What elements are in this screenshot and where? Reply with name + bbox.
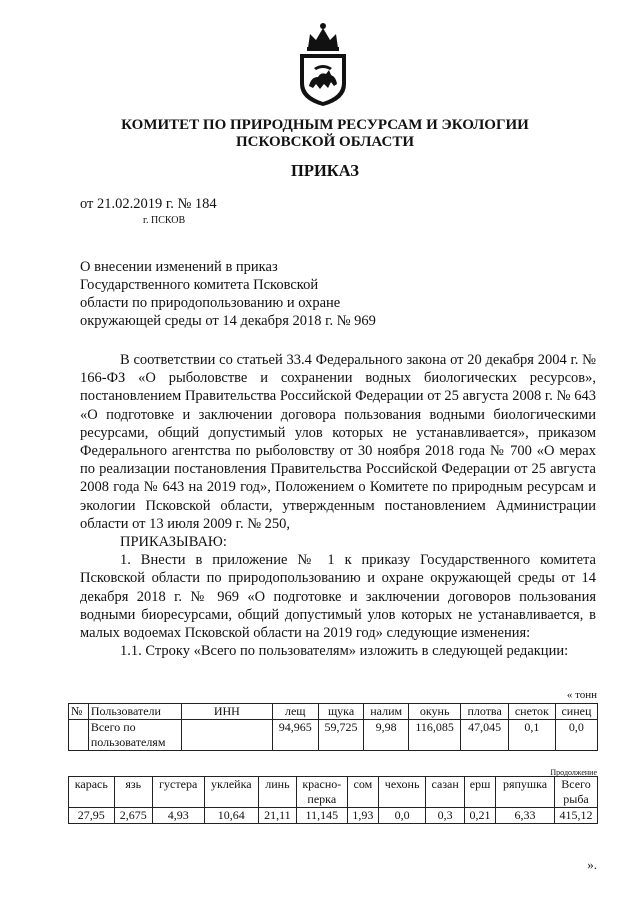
table-cell: 9,98	[364, 720, 408, 751]
table-cell: 0,3	[426, 808, 465, 824]
table-cell: 116,085	[408, 720, 461, 751]
table-header-cell: ИНН	[181, 704, 272, 720]
table-header-row	[69, 704, 598, 720]
table-cell: 59,725	[318, 720, 364, 751]
table-cell: 27,95	[69, 808, 115, 824]
table-header-cell: лещ	[272, 704, 318, 720]
table-cell: 0,21	[464, 808, 495, 824]
org-line-1: КОМИТЕТ ПО ПРИРОДНЫМ РЕСУРСАМ И ЭКОЛОГИИ	[121, 117, 529, 133]
table-cell: 6,33	[496, 808, 555, 824]
subject-line: области по природопользованию и охране	[80, 295, 341, 311]
table-cell: 0,0	[555, 720, 597, 751]
table-header-cell: синец	[555, 704, 597, 720]
table-header-cell: карась	[69, 777, 115, 808]
unit-note: « тонн	[566, 689, 597, 701]
table-header-cell: плотва	[461, 704, 508, 720]
table-header-cell: линь	[259, 777, 297, 808]
table-header-cell: налим	[364, 704, 408, 720]
table-cell: 47,045	[461, 720, 508, 751]
table-header-cell: сом	[347, 777, 378, 808]
document-date-number: от 21.02.2019 г. № 184	[80, 196, 217, 212]
org-line-2: ПСКОВСКОЙ ОБЛАСТИ	[235, 134, 415, 150]
document-type: ПРИКАЗ	[291, 161, 359, 180]
table-row	[69, 808, 598, 824]
subject-line: О внесении изменений в приказ	[80, 259, 278, 275]
table-cell: 4,93	[152, 808, 204, 824]
table-cell: Всего по пользователям	[88, 720, 181, 751]
organization-name	[80, 117, 570, 151]
table-header-cell: красно-перка	[296, 777, 347, 808]
table-header-cell: снеток	[508, 704, 555, 720]
species-total-table	[68, 776, 598, 824]
coat-of-arms-emblem	[296, 22, 350, 108]
table-header-cell: уклейка	[204, 777, 259, 808]
subject-line: Государственного комитета Псковской	[80, 277, 319, 293]
body-paragraph-item-1-1: 1.1. Строку «Всего по пользователям» изложить в следующей редакции:	[120, 643, 569, 660]
table-cell: 21,11	[259, 808, 297, 824]
table-header-cell: язь	[114, 777, 152, 808]
table-header-cell: сазан	[426, 777, 465, 808]
table-header-cell: Всего рыба	[555, 777, 598, 808]
table-header-cell: ряпушка	[496, 777, 555, 808]
body-paragraph-item-1: 1. Внести в приложение № 1 к приказу Государственного комитета Псковской области по природопользованию и охране окружающей среды от 14 декабря 2018 г. № 969 «О подготовке и заключении договоров пользования водными биоресурсами, общий допустимый улов которых не устанавливается, в малых водоемах Псковской области на 2019 год» следующие изменения:	[80, 552, 596, 642]
table-header-cell: окунь	[408, 704, 461, 720]
table-cell: 1,93	[347, 808, 378, 824]
table-header-row	[69, 777, 598, 808]
table-header-cell: №	[69, 704, 89, 720]
table-row	[69, 720, 598, 751]
table-header-cell: ерш	[464, 777, 495, 808]
table-header-cell: щука	[318, 704, 364, 720]
table-cell: 10,64	[204, 808, 259, 824]
closing-quote-mark: ».	[587, 857, 597, 872]
table-cell	[69, 720, 89, 751]
body-paragraph-order: ПРИКАЗЫВАЮ:	[120, 534, 227, 551]
document-city: г. ПСКОВ	[143, 215, 186, 226]
table-header-cell: густера	[152, 777, 204, 808]
table-cell: 0,0	[378, 808, 425, 824]
table-cell: 94,965	[272, 720, 318, 751]
document-body	[80, 351, 596, 660]
table-cell: 415,12	[555, 808, 598, 824]
table-cell: 11,145	[296, 808, 347, 824]
continuation-note: Продолжение	[550, 768, 597, 777]
table-cell	[181, 720, 272, 751]
table-header-cell: чехонь	[378, 777, 425, 808]
body-paragraph-legal-basis: В соответствии со статьей 33.4 Федерального закона от 20 декабря 2004 г. № 166-ФЗ «О рыболовстве и сохранении водных биологических ресурсов», постановлением Правительства Российской Федерации от 25 августа 2008 г. № 643 «О подготовке и заключении договора пользования водными биологическими ресурсами, общий допустимый улов которых не устанавливается», приказом Федерального агентства по рыболовству от 30 ноября 2018 года № 700 «О мерах по реализации постановления Правительства Российской Федерации от 25 августа 2008 года № 643 на 2019 год», Положением о Комитете по природным ресурсам и экологии Псковской области, утвержденным постановлением Администрации области от 13 июля 2009 г. № 250,	[80, 352, 596, 532]
table-header-cell: Пользователи	[88, 704, 181, 720]
table-cell: 0,1	[508, 720, 555, 751]
table-cell: 2,675	[114, 808, 152, 824]
users-total-table	[68, 703, 598, 751]
document-subject	[80, 258, 376, 330]
subject-line: окружающей среды от 14 декабря 2018 г. № 969	[80, 313, 376, 329]
